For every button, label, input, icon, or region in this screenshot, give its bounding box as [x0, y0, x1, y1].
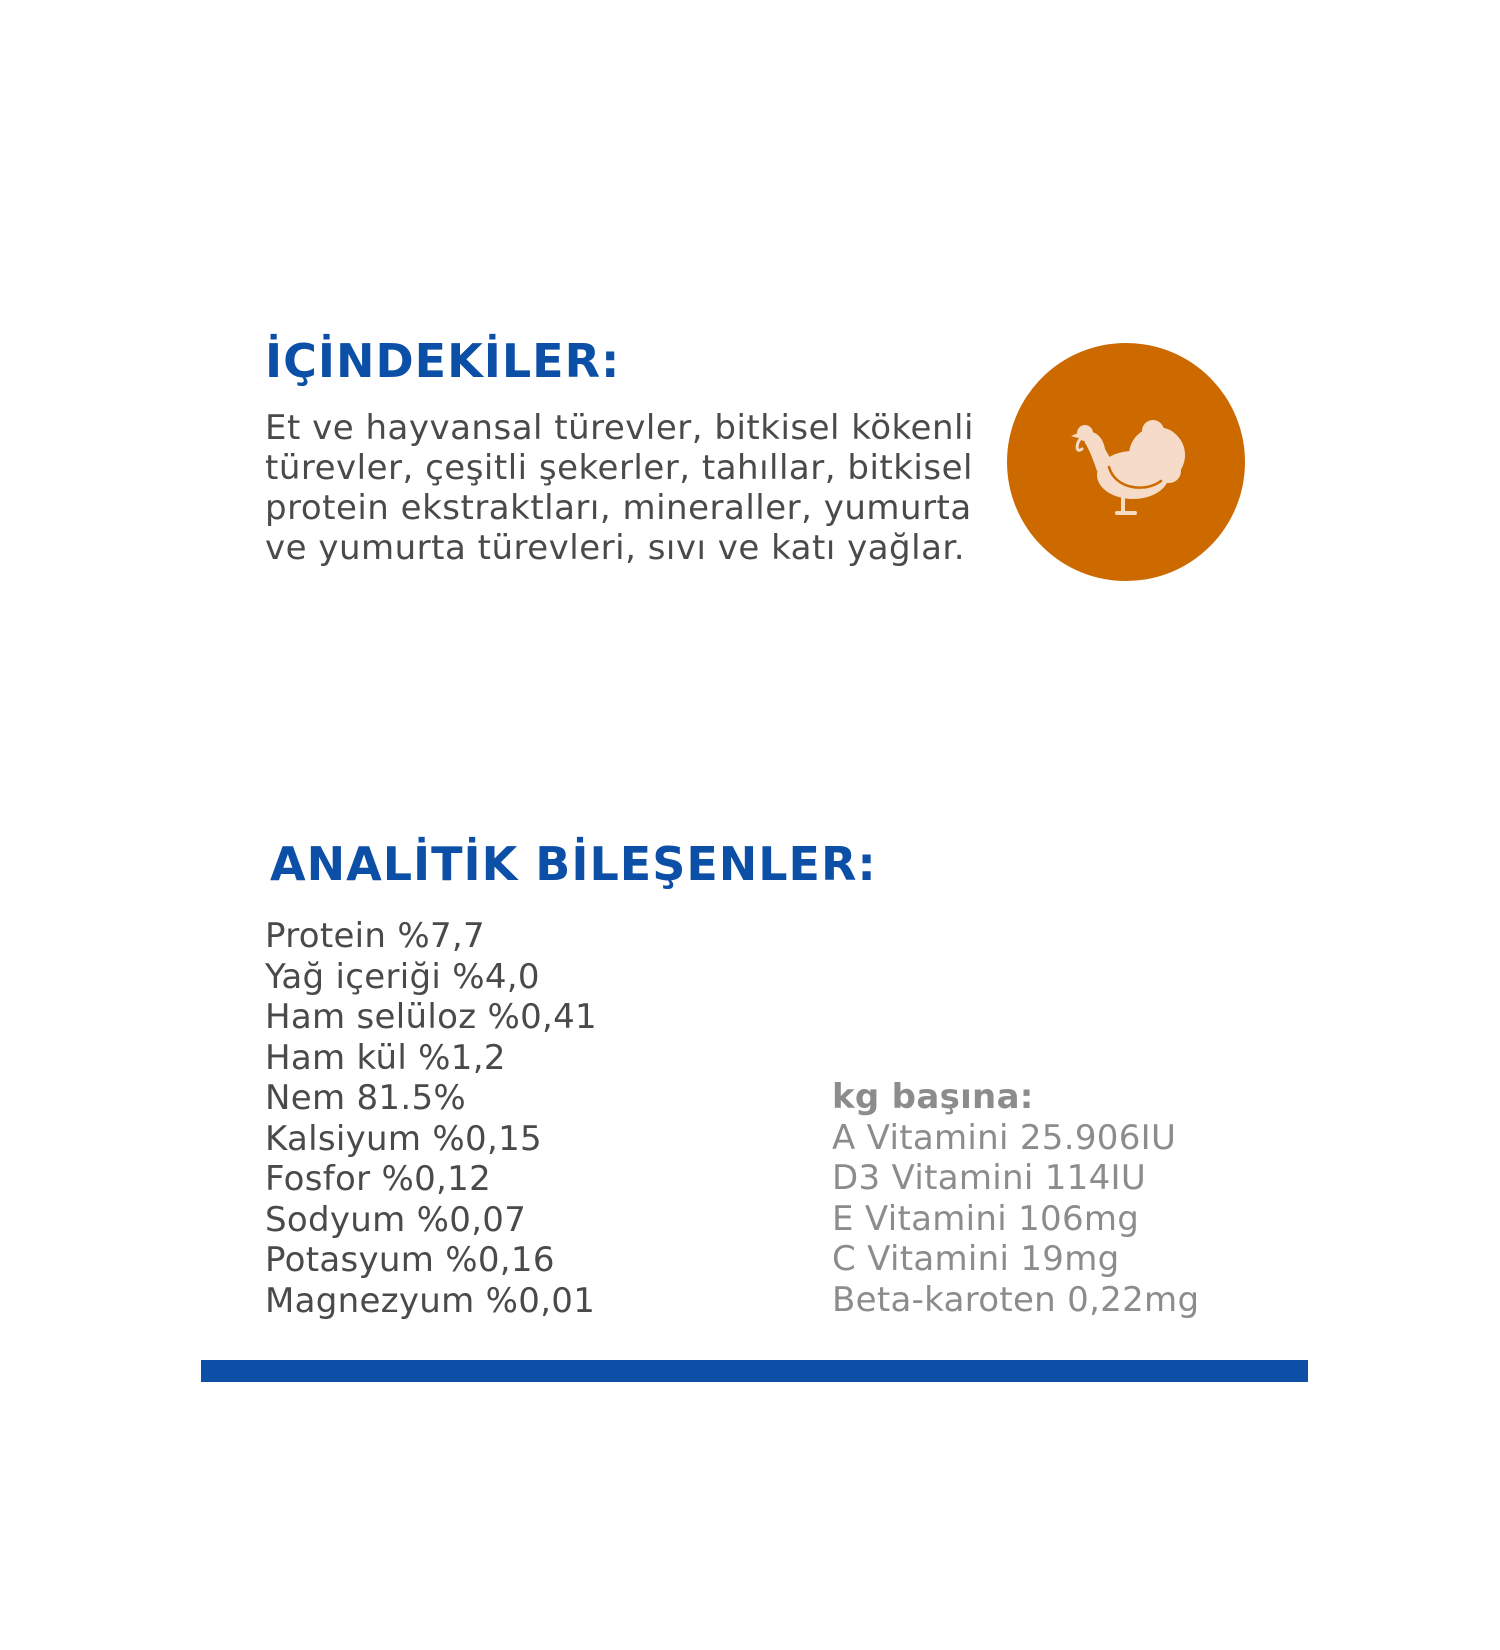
vitamin-item: D3 Vitamini 114IU: [832, 1158, 1147, 1198]
list-item: Magnezyum %0,01: [265, 1280, 596, 1321]
turkey-badge: [1007, 343, 1245, 581]
list-item: Kalsiyum %0,15: [265, 1118, 542, 1159]
list-item: Fosfor %0,12: [265, 1159, 492, 1199]
turkey-icon: [1061, 397, 1191, 527]
vitamin-list: [832, 1118, 1199, 1321]
ingredients-text: Et ve hayvansal türevler, bitkisel kökenli türevler, çeşitli şekerler, tahıllar, bitkisel protein ekstraktları, mineraller, yumurta ve yumurta türevleri, sıvı ve katı yağlar.: [265, 408, 974, 568]
bottom-divider-bar: [201, 1360, 1308, 1382]
vitamin-item: C Vitamini 19mg: [832, 1239, 1120, 1279]
list-item: Yağ içeriği %4,0: [265, 956, 540, 997]
list-item: Protein %7,7: [265, 916, 485, 956]
vitamin-item: Beta-karoten 0,22mg: [832, 1279, 1200, 1320]
list-item: Ham kül %1,2: [265, 1037, 506, 1078]
list-item: Ham selüloz %0,41: [265, 997, 597, 1037]
per-kg-label: kg başına:: [832, 1077, 1034, 1117]
analytic-heading: ANALİTİK BİLEŞENLER:: [270, 837, 877, 891]
list-item: Potasyum %0,16: [265, 1240, 555, 1280]
list-item: Sodyum %0,07: [265, 1199, 527, 1240]
vitamin-item: E Vitamini 106mg: [832, 1198, 1140, 1239]
vitamin-block: [832, 1077, 1199, 1320]
analytic-list: [265, 916, 597, 1321]
ingredients-heading: İÇİNDEKİLER:: [265, 334, 621, 388]
list-item: Nem 81.5%: [265, 1078, 466, 1118]
vitamin-item: A Vitamini 25.906IU: [832, 1117, 1177, 1158]
